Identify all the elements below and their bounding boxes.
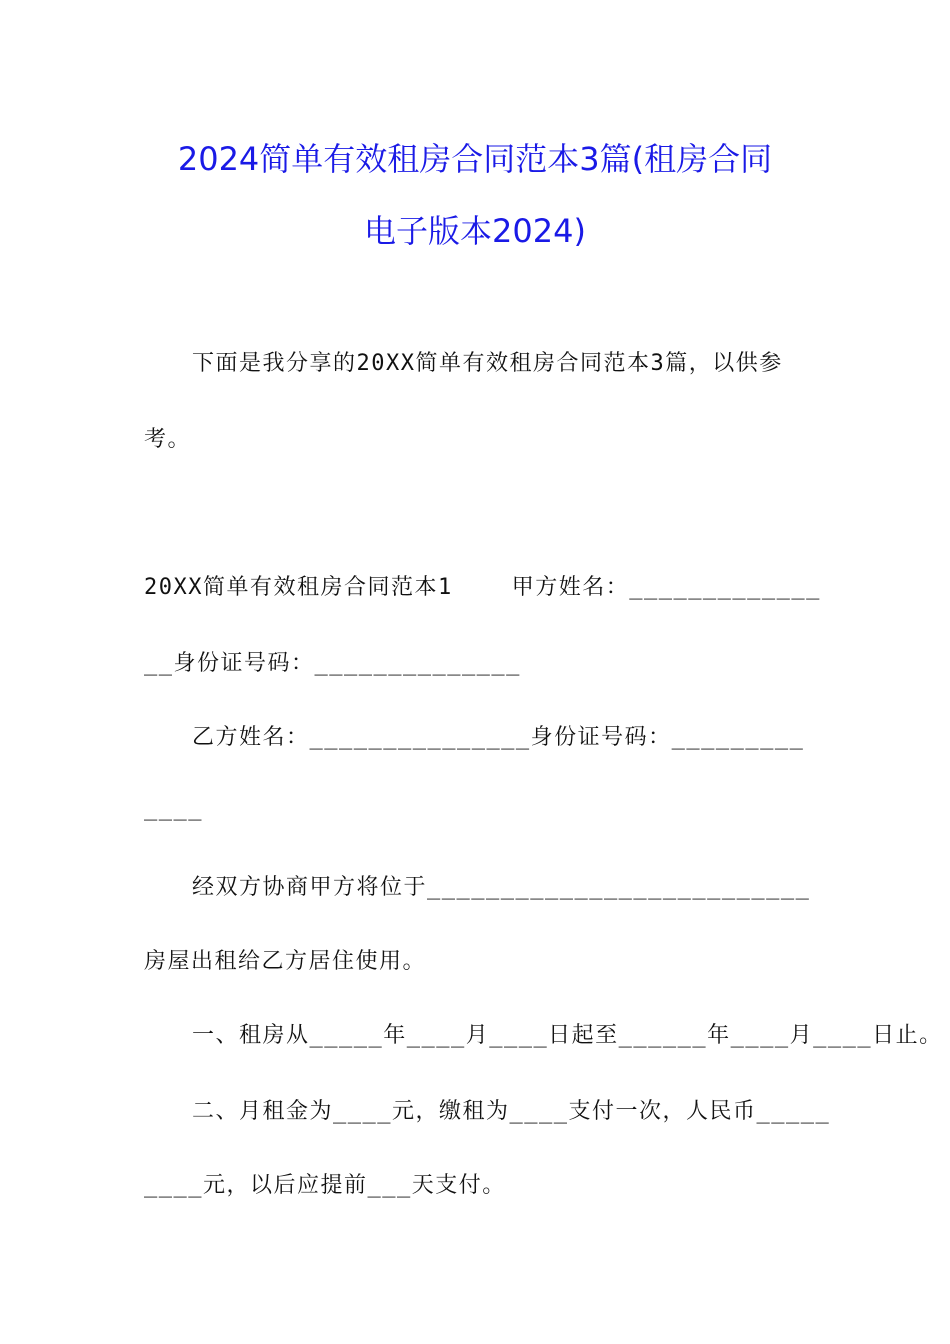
property-location-line-2: 房屋出租给乙方居住使用。 xyxy=(144,949,427,974)
property-location-line-1: 经双方协商甲方将位于__________________________ xyxy=(192,875,811,900)
document-title-line-2: 电子版本2024) xyxy=(364,212,586,250)
document-title-line-1: 2024简单有效租房合同范本3篇(租房合同 xyxy=(177,140,773,178)
clause-2-rent-line-1: 二、月租金为____元，缴租为____支付一次，人民币_____ xyxy=(192,1099,831,1124)
partyA-id-number: __身份证号码：______________ xyxy=(144,651,521,676)
clause-1-lease-term: 一、租房从_____年____月____日起至______年____月____日止。 xyxy=(192,1023,943,1048)
contract-heading-partyA-name: 20XX简单有效租房合同范本1 甲方姓名：_____________ xyxy=(144,575,821,600)
intro-line-1: 下面是我分享的20XX简单有效租房合同范本3篇，以供参 xyxy=(192,351,783,376)
partyB-id-line-2: ____ xyxy=(144,796,203,821)
partyB-name-id-line-1: 乙方姓名：_______________身份证号码：_________ xyxy=(192,725,805,750)
clause-2-rent-line-2: ____元，以后应提前___天支付。 xyxy=(144,1173,506,1198)
intro-line-2: 考。 xyxy=(144,427,192,452)
